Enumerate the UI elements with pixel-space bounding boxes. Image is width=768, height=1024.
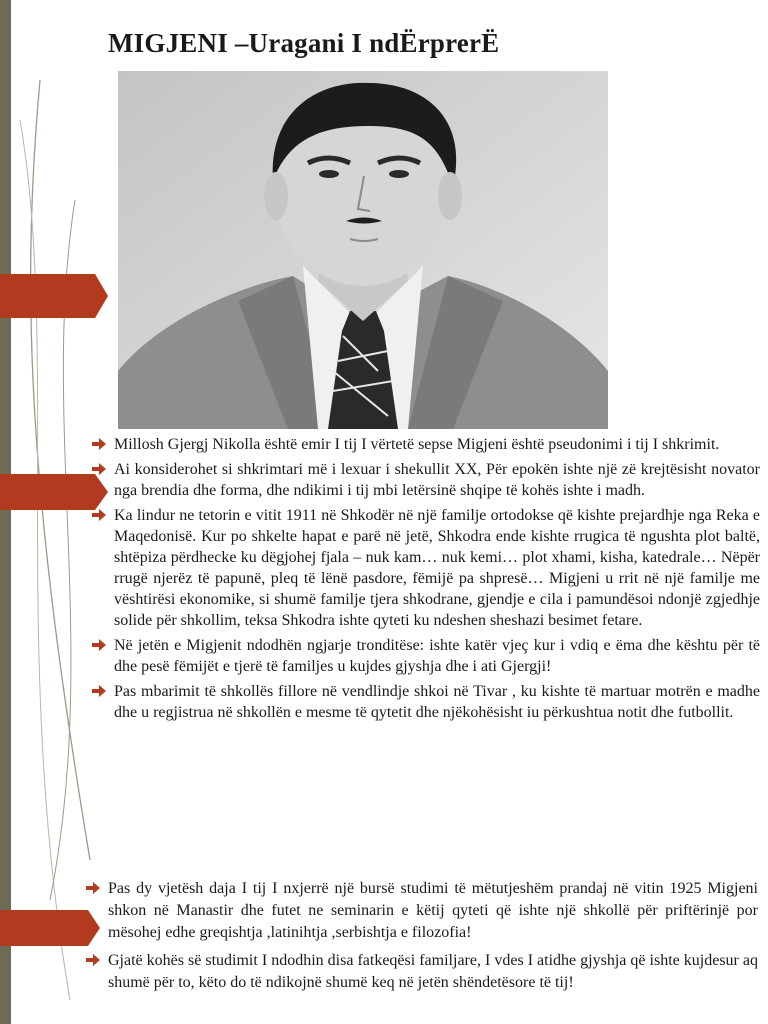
bullet-text: Pas mbarimit të shkollës fillore në vendlindje shkoi në Tivar , ku kishte të martuar motrën e madhe dhe u regjistrua në shkollën e mesme të qytetit dhe njëkohësisht iu përkushtua notit dhe futbollit. (114, 683, 760, 721)
accent-arrow-shape (0, 910, 100, 946)
portrait-photo (118, 71, 608, 429)
pointing-hand-icon (92, 509, 106, 521)
bullet-text: Millosh Gjergj Nikolla është emir I tij I vërtetë sepse Migjeni është pseudonimi i tij I shkrimit. (114, 436, 720, 453)
pointing-hand-icon (92, 438, 106, 450)
list-item (86, 878, 758, 944)
list-item (92, 681, 760, 723)
bullet-list-bottom (86, 878, 758, 1000)
list-item (86, 950, 758, 994)
bullet-list-top (92, 434, 760, 727)
list-item (92, 505, 760, 631)
bullet-text: Ka lindur ne tetorin e vitit 1911 në Shkodër në një familje ortodokse që kishte prejardhje nga Reka e Maqedonisë. Kur po shkelte hapat e parë në jetë, Shkodra ende kishte rrugica të ngushta plot baltë, shtëpiza përdhecke ku dëgjohej fjala – nuk kam… nuk kemi… plot xhami, kisha, katedrale… Nëpër rrugë njerëz të papunë, pleq të lënë pasdore, fëmijë pa shpresë… Migjeni u rrit në një familje me vështirësi ekonomike, si shumë familje tjera shkodrane, gjendje e cila i pamundësoi ndonjë zgjedhje solide për shkollim, teksa Shkodra ishte qyteti ku ndeshen sheshazi besimet fetare. (114, 507, 760, 629)
bullet-text: Gjatë kohës së studimit I ndodhin disa fatkeqësi familjare, I vdes I atidhe gjyshja që ishte kujdesur aq shumë për to, këto do të ndikojnë shumë keq në jetën shëndetësore të tij! (108, 952, 758, 991)
pointing-hand-icon (86, 882, 100, 894)
bullet-text: Ai konsiderohet si shkrimtari më i lexuar i shekullit XX, Për epokën ishte një zë krejtësisht novator nga brendia dhe forma, dhe ndikimi i tij mbi letërsinë shqipe të kohës ishte i madh. (114, 461, 760, 499)
list-item (92, 434, 760, 455)
pointing-hand-icon (92, 685, 106, 697)
list-item (92, 459, 760, 501)
bullet-text: Në jetën e Migjenit ndodhën ngjarje tronditëse: ishte katër vjeç kur i vdiq e ëma dhe kështu për të dhe pesë fëmijët e tjerë të familjes u kujdes gjyshja dhe i ati Gjergji! (114, 637, 760, 675)
page-title: MIGJENI –Uragani I ndËrprerË (108, 28, 500, 58)
pointing-hand-icon (92, 463, 106, 475)
list-item (92, 635, 760, 677)
bullet-text: Pas dy vjetësh daja I tij I nxjerrë një bursë studimi të mëtutjeshëm prandaj në vitin 1925 Migjeni shkon në Manastir dhe futet ne seminarin e këtij qyteti që ishte një shkollë për priftërinjë por mësohej edhe greqishtja ,latinihtja ,serbishtja e filozofia! (108, 880, 758, 941)
accent-arrow-shape (0, 274, 108, 318)
pointing-hand-icon (86, 954, 100, 966)
pointing-hand-icon (92, 639, 106, 651)
